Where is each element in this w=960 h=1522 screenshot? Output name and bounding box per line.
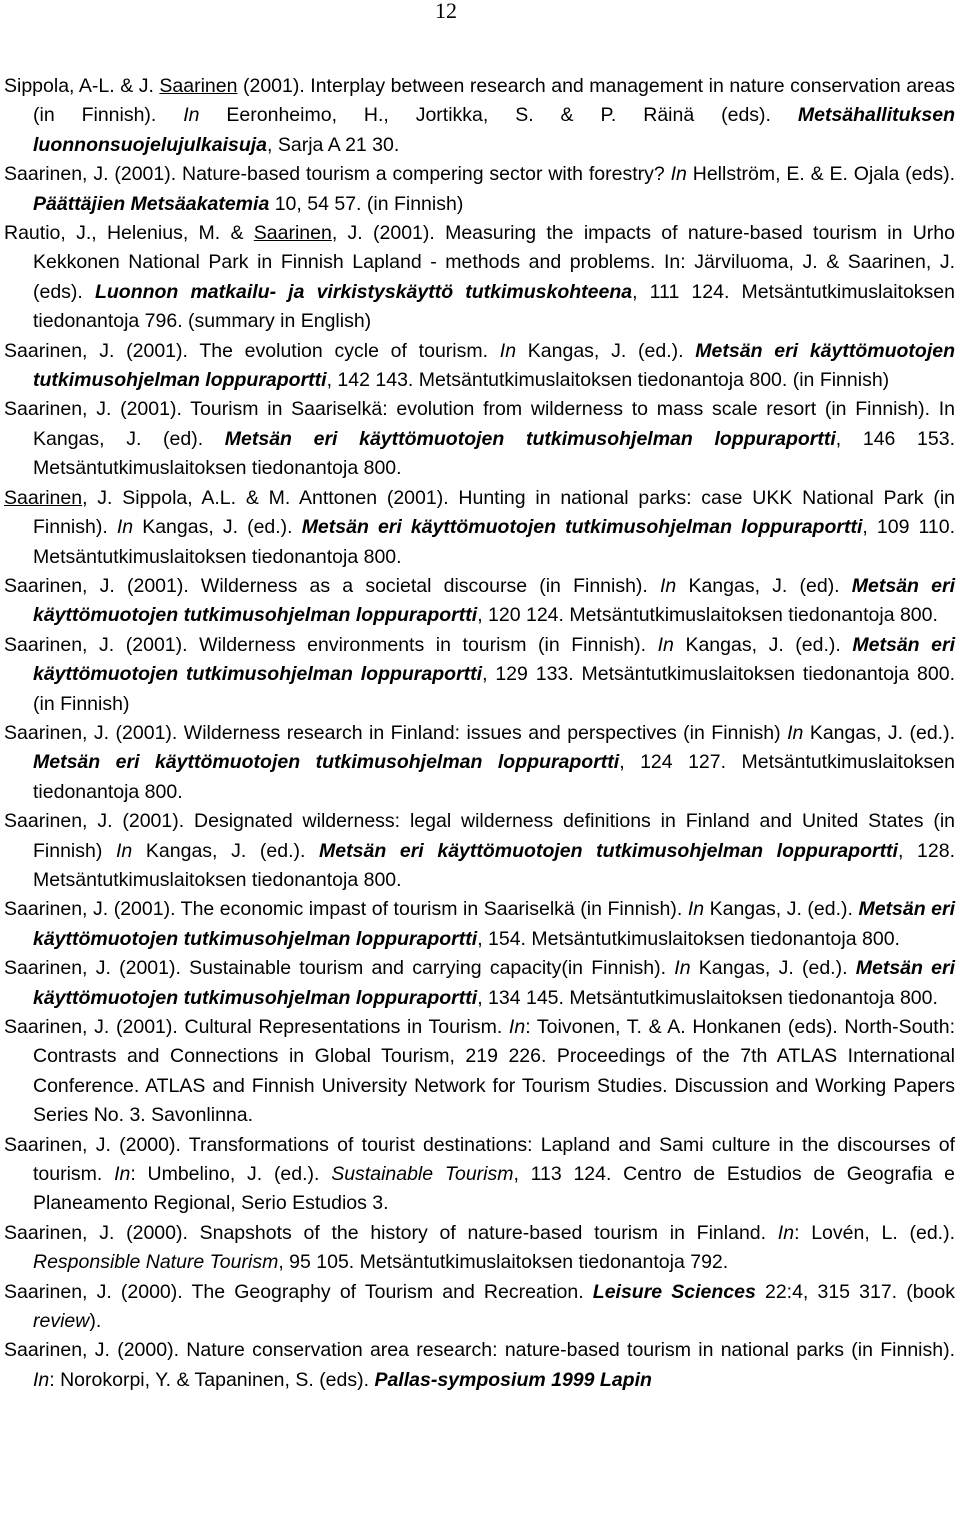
reference-entry <box>4 572 955 631</box>
reference-entry <box>4 160 955 219</box>
reference-italic-text: In <box>183 104 200 127</box>
reference-text: (2001). Interplay between research and management in nature conservation areas (in Finnish). <box>33 75 955 127</box>
reference-entry <box>4 72 955 160</box>
reference-text: Saarinen, J. (2000). The Geography of Tourism and Recreation. <box>4 1280 593 1303</box>
reference-text: Saarinen, J. (2001). Designated wilderness: legal wilderness definitions in Finland and United States (in Finnish) <box>4 810 955 862</box>
reference-italic-text: In <box>114 1163 131 1186</box>
reference-text: , 134 145. Metsäntutkimuslaitoksen tiedonantoja 800. <box>477 986 938 1009</box>
reference-text: , 111 124. Metsäntutkimuslaitoksen tiedonantoja 796. (summary in English) <box>33 280 955 333</box>
reference-text: , J. (2001). Measuring the impacts of nature-based tourism in Urho Kekkonen National Park in Finnish Lapland - methods and problems. In: Järviluoma, J. & Saarinen, J. (eds). <box>33 222 955 303</box>
reference-underlined-text: Saarinen <box>253 222 332 245</box>
reference-text: Hellström, E. & E. Ojala (eds). <box>686 163 955 186</box>
reference-text: ). <box>89 1310 102 1333</box>
reference-italic-text: In <box>33 1368 50 1391</box>
reference-entry <box>4 1336 955 1395</box>
reference-italic-text: In <box>508 1016 526 1038</box>
reference-entry <box>4 395 955 483</box>
reference-underlined-text: Saarinen <box>159 75 238 97</box>
reference-text: Saarinen, J. (2001). Sustainable tourism and carrying capacity(in Finnish). <box>4 957 675 980</box>
reference-text: Saarinen, J. (2000). Nature conservation area research: nature-based tourism in national parks (in Finnish). <box>4 1339 955 1362</box>
reference-entry <box>4 1013 955 1131</box>
reference-title-text: Metsän eri käyttömuotojen tutkimusohjelman loppuraportti <box>33 339 956 392</box>
reference-title-text: Metsän eri käyttömuotojen tutkimusohjelman loppuraportti <box>33 957 956 1009</box>
reference-title-text: Metsän eri käyttömuotojen tutkimusohjelman loppuraportti <box>33 751 620 774</box>
reference-entry <box>4 719 955 807</box>
reference-text: , 113 124. Centro de Estudios de Geografia e Planeamento Regional, Serio Estudios 3. <box>33 1163 956 1215</box>
reference-entry <box>4 484 955 572</box>
reference-entry <box>4 1278 955 1337</box>
reference-text: Saarinen, J. (2001). Wilderness research in Finland: issues and perspectives (in Finnish) <box>4 721 788 744</box>
reference-title-text: Leisure Sciences <box>592 1280 756 1303</box>
reference-text: , 95 105. Metsäntutkimuslaitoksen tiedonantoja 792. <box>278 1251 729 1274</box>
reference-italic-text: In <box>116 516 134 539</box>
reference-title-text: Metsän eri käyttömuotojen tutkimusohjelman loppuraportti <box>224 427 836 450</box>
reference-italic-text: Responsible Nature Tourism <box>33 1251 279 1274</box>
reference-text: Saarinen, J. (2001). Nature-based tourism a compering sector with forestry? <box>4 163 671 186</box>
reference-text: , 109 110. Metsäntutkimuslaitoksen tiedonantoja 800. <box>33 516 956 568</box>
reference-text: Kangas, J. (ed.). <box>516 339 696 362</box>
reference-title-text: Metsän eri käyttömuotojen tutkimusohjelman loppuraportti <box>33 574 955 627</box>
reference-text: Saarinen, J. (2001). The evolution cycle of tourism. <box>4 339 500 362</box>
reference-italic-text: In <box>499 339 517 362</box>
reference-text: Saarinen, J. (2000). Transformations of tourist destinations: Lapland and Sami culture in the discourses of tourism. <box>4 1133 955 1186</box>
reference-title-text: Päättäjien Metsäakatemia <box>33 192 270 215</box>
reference-text: Kangas, J. (ed.). <box>803 721 955 744</box>
reference-list <box>4 72 955 1395</box>
reference-text: Saarinen, J. (2000). Snapshots of the history of nature-based tourism in Finland. <box>4 1221 778 1244</box>
reference-title-text: Luonnon matkailu- ja virkistyskäyttö tutkimuskohteena <box>94 280 633 303</box>
reference-text: , J. Sippola, A.L. & M. Anttonen (2001). Hunting in national parks: case UKK National Park (in Finnish). <box>33 486 955 539</box>
reference-text: , 128. Metsäntutkimuslaitoksen tiedonantoja 800. <box>33 839 955 891</box>
reference-title-text: Metsän eri käyttömuotojen tutkimusohjelman loppuraportti <box>301 516 863 539</box>
reference-text: : Norokorpi, Y. & Tapaninen, S. (eds). <box>49 1368 375 1391</box>
reference-entry <box>4 807 955 895</box>
reference-entry <box>4 219 955 337</box>
reference-italic-text: In <box>116 839 133 862</box>
reference-text: Kangas, J. (ed.). <box>704 898 859 921</box>
reference-text: : Lovén, L. (ed.). <box>794 1221 955 1244</box>
reference-italic-text: In <box>777 1221 795 1244</box>
reference-italic-text: In <box>674 957 691 980</box>
reference-text: Kangas, J. (ed). <box>676 574 852 597</box>
reference-text: : Umbelino, J. (ed.). <box>130 1163 332 1186</box>
reference-text: , Sarja A 21 30. <box>267 133 400 156</box>
reference-text: : Toivonen, T. & A. Honkanen (eds). North-South: Contrasts and Connections in Global Tourism, 219 226. Proceedings of the 7th ATLAS International Conference. ATLAS and Finnish University Network for Tourism Studies. Discussion and Working Papers Series No. 3. Savonlinna. <box>33 1016 955 1127</box>
reference-italic-text: Sustainable Tourism <box>331 1163 514 1186</box>
reference-entry <box>4 895 955 954</box>
reference-entry <box>4 954 955 1013</box>
reference-text: , 120 124. Metsäntutkimuslaitoksen tiedonantoja 800. <box>477 604 938 627</box>
reference-text: Sippola, A-L. & J. <box>4 75 160 97</box>
reference-text: Saarinen, J. (2001). Cultural Representations in Tourism. <box>4 1016 509 1038</box>
reference-text: 22:4, 315 317. (book <box>755 1280 956 1303</box>
reference-italic-text: In <box>660 574 677 597</box>
reference-text: Saarinen, J. (2001). Wilderness environments in tourism (in Finnish). <box>4 633 658 656</box>
page-number: 12 <box>435 0 457 23</box>
reference-italic-text: In <box>687 898 705 921</box>
reference-text: Kangas, J. (ed.). <box>690 957 856 980</box>
reference-text: Saarinen, J. (2001). Tourism in Saariselkä: evolution from wilderness to mass scale resort (in Finnish). In Kangas, J. (ed). <box>4 398 955 450</box>
reference-title-text: Metsähallituksen luonnonsuojelujulkaisuja <box>33 104 955 156</box>
reference-text: , 146 153. Metsäntutkimuslaitoksen tiedonantoja 800. <box>33 427 955 480</box>
reference-entry <box>4 1131 955 1219</box>
reference-italic-text: In <box>670 163 687 186</box>
reference-title-text: Pallas-symposium 1999 Lapin <box>374 1368 652 1391</box>
reference-entry <box>4 631 955 719</box>
reference-italic-text: In <box>787 721 804 744</box>
reference-text: Kangas, J. (ed.). <box>132 839 320 862</box>
reference-text: Kangas, J. (ed.). <box>673 633 853 656</box>
reference-text: Saarinen, J. (2001). Wilderness as a societal discourse (in Finnish). <box>4 574 661 597</box>
reference-text: , 154. Metsäntutkimuslaitoksen tiedonantoja 800. <box>477 927 900 950</box>
reference-italic-text: review <box>33 1310 90 1333</box>
reference-text: Eeronheimo, H., Jortikka, S. & P. Räinä (eds). <box>199 104 798 127</box>
reference-entry <box>4 337 955 396</box>
reference-underlined-text: Saarinen <box>4 486 83 509</box>
reference-text: Saarinen, J. (2001). The economic impast of tourism in Saariselkä (in Finnish). <box>4 898 688 921</box>
reference-text: Kangas, J. (ed.). <box>133 516 302 539</box>
reference-text: 10, 54 57. (in Finnish) <box>269 192 464 215</box>
reference-text: , 124 127. Metsäntutkimuslaitoksen tiedonantoja 800. <box>33 751 955 803</box>
reference-text: , 129 133. Metsäntutkimuslaitoksen tiedonantoja 800. (in Finnish) <box>33 663 955 715</box>
reference-title-text: Metsän eri käyttömuotojen tutkimusohjelman loppuraportti <box>33 633 955 686</box>
reference-title-text: Metsän eri käyttömuotojen tutkimusohjelman loppuraportti <box>33 898 956 950</box>
reference-text: Rautio, J., Helenius, M. & <box>4 222 254 245</box>
reference-title-text: Metsän eri käyttömuotojen tutkimusohjelman loppuraportti <box>319 839 898 862</box>
reference-italic-text: In <box>657 633 674 656</box>
reference-entry <box>4 1219 955 1278</box>
reference-text: , 142 143. Metsäntutkimuslaitoksen tiedonantoja 800. (in Finnish) <box>326 369 890 392</box>
